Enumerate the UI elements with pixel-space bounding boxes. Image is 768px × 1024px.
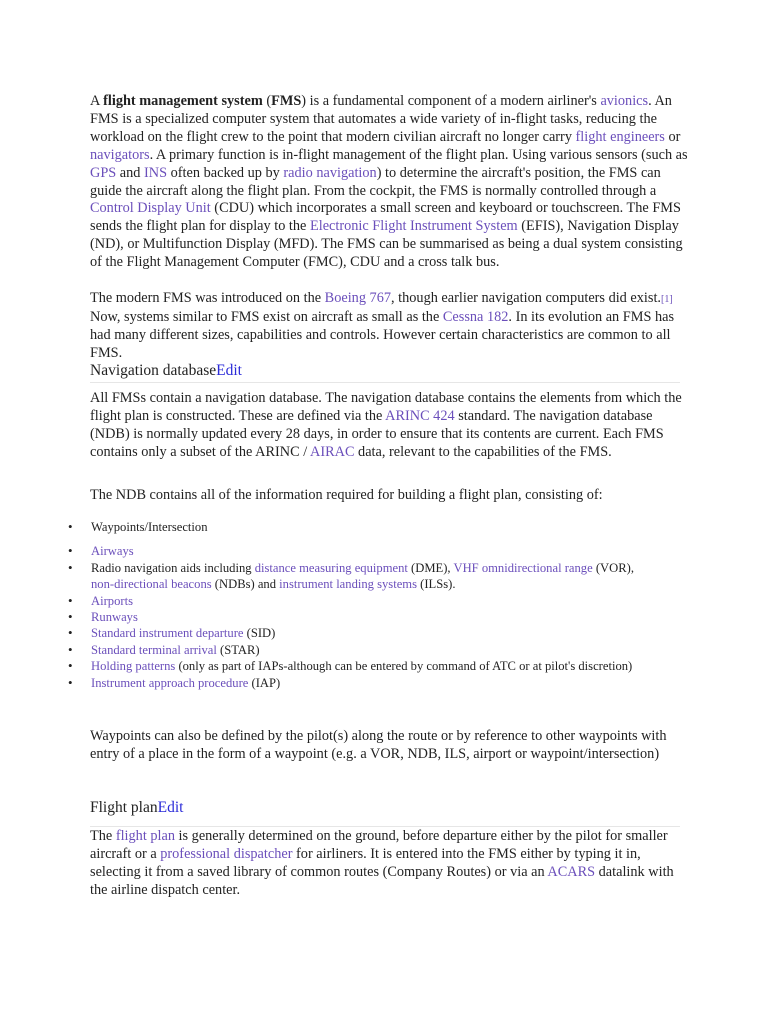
flight-plan-paragraph: The flight plan is generally determined on the ground, before departure either by the pilot for smaller aircraft or a professional dispatcher for airliners. It is entered into the FMS either by typing it in, selecting it from a saved library of common routes (Company Routes) or via an ACARS datalink with the airline dispatch center. — [90, 828, 674, 898]
reference-link[interactable]: [1] — [661, 294, 673, 305]
waypoints-paragraph: Waypoints can also be defined by the pilot(s) along the route or by reference to other waypoints with entry of a place in the form of a waypoint (e.g. a VOR, NDB, ILS, airport or waypoint/intersection) — [90, 728, 667, 762]
list-item: • Radio navigation aids including distance measuring equipment (DME), VHF omnidirectional range (VOR), non-directional beacons (NDBs) and instrument landing systems (ILSs). — [68, 560, 648, 593]
edit-link-navigation-database[interactable]: Edit — [216, 362, 242, 379]
ndb-contents-paragraph: The NDB contains all of the information required for building a flight plan, consisting of: — [90, 487, 603, 503]
section-divider — [90, 382, 680, 383]
link-airways[interactable]: Airways — [91, 544, 134, 559]
link-airports[interactable]: Airports — [91, 593, 133, 608]
section-heading-flight-plan: Flight planEdit — [90, 799, 184, 816]
link-ils[interactable]: instrument landing systems — [279, 577, 417, 592]
list-item: • Standard instrument departure (SID) — [68, 625, 648, 641]
term-flight-management-system: flight management system — [103, 93, 263, 109]
list-item: • Holding patterns (only as part of IAPs-although can be entered by command of ATC or at pilot's discretion) — [68, 658, 648, 674]
link-ndb[interactable]: non-directional beacons — [91, 577, 212, 592]
link-ins[interactable]: INS — [144, 164, 168, 181]
link-boeing-767[interactable]: Boeing 767 — [324, 290, 391, 306]
link-flight-engineers[interactable]: flight engineers — [575, 128, 665, 145]
list-item — [68, 609, 648, 625]
link-dme[interactable]: distance measuring equipment — [254, 560, 408, 575]
link-navigators[interactable]: navigators — [90, 146, 150, 163]
section-heading-navigation-database: Navigation databaseEdit — [90, 362, 242, 379]
link-runways[interactable]: Runways — [91, 610, 138, 625]
ndb-contents-list — [68, 519, 648, 691]
link-iap[interactable]: Instrument approach procedure — [91, 675, 249, 690]
link-cessna-182[interactable]: Cessna 182 — [442, 308, 509, 325]
link-radio-navigation[interactable]: radio navigation — [283, 164, 377, 181]
list-item — [68, 593, 648, 609]
navigation-database-paragraph: All FMSs contain a navigation database. The navigation database contains the elements from which the flight plan is constructed. These are defined via the ARINC 424 standard. The navigation database (NDB) is normally updated every 28 days, in order to ensure that its contents are current. Each FMS contains only a subset of the ARINC / AIRAC data, relevant to the capabilities of the FMS. — [90, 390, 682, 460]
link-sid[interactable]: Standard instrument departure — [91, 626, 244, 641]
link-airac[interactable]: AIRAC — [310, 443, 355, 460]
term-fms: FMS — [271, 93, 302, 109]
link-arinc-424[interactable]: ARINC 424 — [385, 407, 455, 424]
link-avionics[interactable]: avionics — [600, 93, 649, 109]
section-divider — [90, 826, 680, 827]
link-acars[interactable]: ACARS — [547, 863, 596, 880]
list-item: • Standard terminal arrival (STAR) — [68, 642, 648, 658]
list-item: • Waypoints/Intersection — [68, 519, 648, 535]
list-item: • Instrument approach procedure (IAP) — [68, 675, 648, 691]
list-item — [68, 543, 648, 559]
link-holding-patterns[interactable]: Holding patterns — [91, 659, 176, 674]
link-gps[interactable]: GPS — [90, 164, 117, 181]
edit-link-flight-plan[interactable]: Edit — [157, 799, 184, 816]
link-efis[interactable]: Electronic Flight Instrument System — [309, 218, 518, 235]
link-vor[interactable]: VHF omnidirectional range — [453, 560, 593, 575]
link-star[interactable]: Standard terminal arrival — [91, 642, 217, 657]
link-professional-dispatcher[interactable]: professional dispatcher — [160, 845, 293, 862]
link-control-display-unit[interactable]: Control Display Unit — [90, 200, 211, 217]
history-paragraph: The modern FMS was introduced on the Boeing 767, though earlier navigation computers did exist.[1] Now, systems similar to FMS exist on aircraft as small as the Cessna 182. In its evolution an FMS has had many different sizes, capabilities and controls. However certain characteristics are common to all FMS. — [90, 290, 675, 361]
link-flight-plan[interactable]: flight plan — [115, 828, 175, 844]
intro-paragraph: A flight management system (FMS) is a fundamental component of a modern airliner's avionics. An FMS is a specialized computer system that automates a wide variety of in-flight tasks, reducing the workload on the flight crew to the point that modern civilian aircraft no longer carry flight engineers or navigators. A primary function is in-flight management of the flight plan. Using various sensors (such as GPS and INS often backed up by radio navigation) to determine the aircraft's position, the FMS can guide the aircraft along the flight plan. From the cockpit, the FMS is normally controlled through a Control Display Unit (CDU) which incorporates a small screen and keyboard or touchscreen. The FMS sends the flight plan for display to the Electronic Flight Instrument System (EFIS), Navigation Display (ND), or Multifunction Display (MFD). The FMS can be summarised as being a dual system consisting of the Flight Management Computer (FMC), CDU and a cross talk bus. — [90, 93, 688, 271]
